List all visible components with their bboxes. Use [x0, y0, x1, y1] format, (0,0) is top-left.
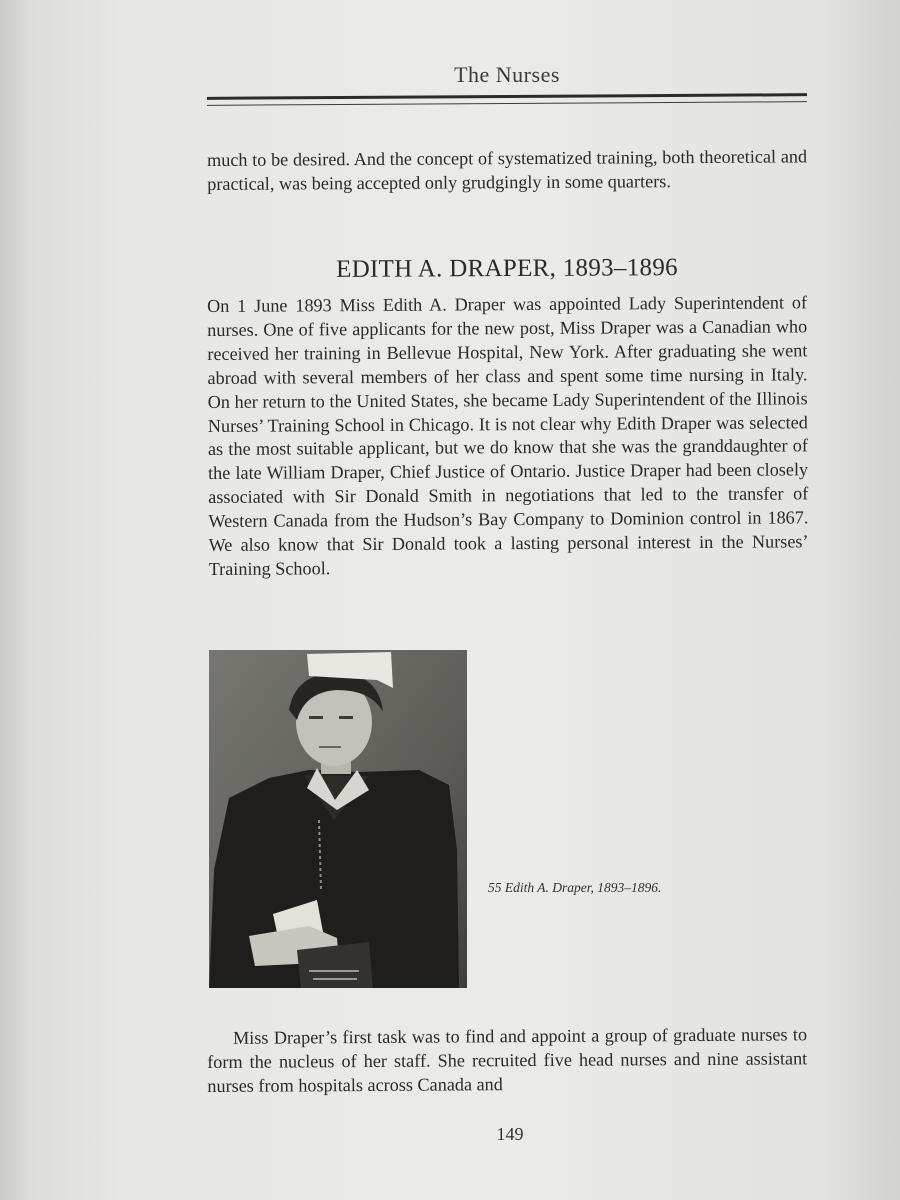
body-paragraph-3 [207, 1023, 807, 1098]
paragraph-text: much to be desired. And the concept of systematized training, both theoretical and practical, was being accepted only grudgingly in some quarters. [207, 146, 808, 194]
page-number: 149 [496, 1124, 524, 1144]
section-heading: EDITH A. DRAPER, 1893–1896 [336, 254, 678, 283]
portrait-photo [209, 650, 467, 988]
paragraph-text: Miss Draper’s first task was to find and appoint a group of graduate nurses to form the nucleus of her staff. She recruited five head nurses and nine assistant nurses from hospitals across Canada and [207, 1024, 808, 1096]
running-head: The Nurses [454, 62, 560, 87]
header-rule-thick [207, 93, 807, 100]
portrait-illustration [209, 650, 467, 988]
paragraph-text: On 1 June 1893 Miss Edith A. Draper was appointed Lady Superintendent of nurses. One of five applicants for the new post, Miss Draper was a Canadian who received her training in Bellevue Hospital, New York. After graduating she went abroad with several members of her class and spent some time nursing in Italy. On her return to the United States, she became Lady Superintendent of the Illinois Nurses’ Training School in Chicago. It is not clear why Edith Draper was selected as the most suitable applicant, but we do know that she was the granddaughter of the late William Draper, Chief Justice of Ontario. Justice Draper had been closely associated with Sir Donald Smith in negotiations that led to the transfer of Western Canada from the Hudson’s Bay Company to Dominion control in 1867. We also know that Sir Donald took a lasting personal interest in the Nurses’ Training School. [207, 292, 809, 579]
figure-caption: 55 Edith A. Draper, 1893–1896. [488, 880, 662, 895]
body-paragraph-1 [207, 145, 807, 196]
body-paragraph-2 [207, 291, 809, 582]
header-rule-thin [207, 101, 807, 106]
